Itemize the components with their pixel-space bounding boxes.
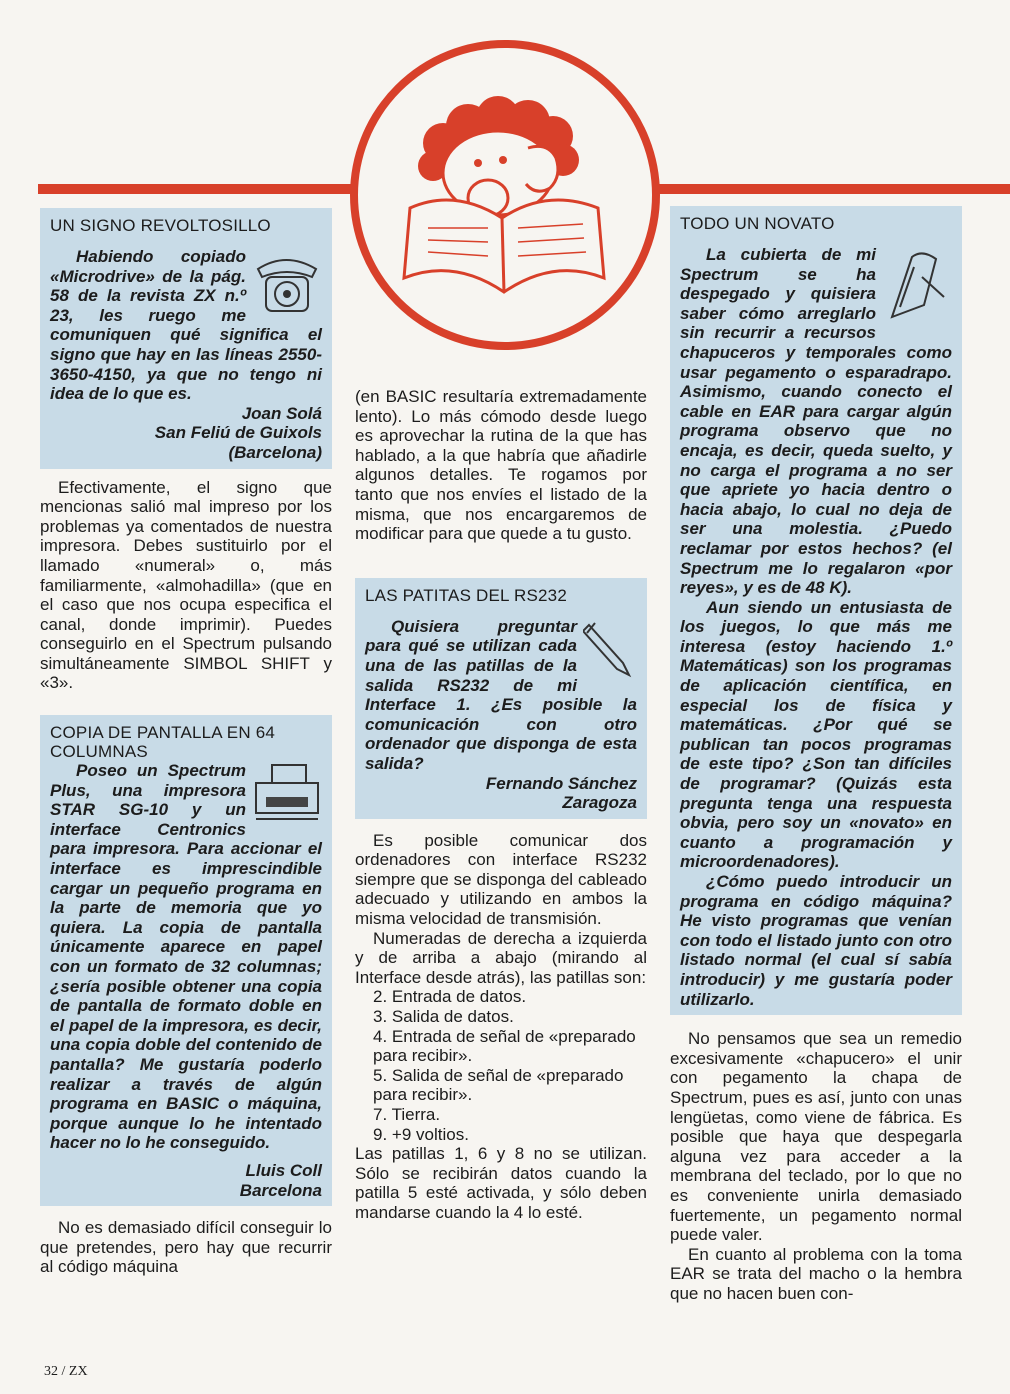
answer-text: En cuanto al problema con la toma EAR se trata del macho o la hembra que no hacen buen con- <box>670 1244 962 1303</box>
section-title: COPIA DE PANTALLA EN 64 COLUMNAS <box>50 723 276 762</box>
column-right <box>670 206 962 1303</box>
letter-question: Quisiera preguntar para qué se utilizan cada una de las patillas de la salida RS232 de mi Interface 1. ¿Es posible la comunicación con otro ordenador que disponga de esta salida? <box>365 616 637 773</box>
letter-question: Aun siendo un entusiasta de los juegos, lo que más me interesa (estoy haciendo 1.º Matemáticas) son los programas de aplicación científica, en especial los de física y matemáticas. ¿Por qué se publican tan pocos programas de este tipo? ¿Son tan difíciles de programar? (Quizás esta pregunta tenga una respuesta obvia, pero soy un «novato» en cuanto a programación y microordenadores). <box>680 597 952 872</box>
letter-author: Fernando Sánchez <box>485 773 637 793</box>
broken-cover-icon <box>882 247 952 323</box>
list-item: 7. Tierra. <box>373 1105 441 1124</box>
section-title: LAS PATITAS DEL RS232 <box>365 585 567 605</box>
answer-text: Las patillas 1, 6 y 8 no se utilizan. Sólo se recibirán datos cuando la patilla 5 esté activada, y sólo deben mandarse cuando la 4 lo esté. <box>355 1144 647 1222</box>
header-illustration <box>350 40 660 350</box>
section-title: UN SIGNO REVOLTOSILLO <box>50 216 271 235</box>
list-item: 3. Salida de datos. <box>373 1007 514 1027</box>
letter-place: Zaragoza <box>562 793 637 813</box>
letter-box-rs232 <box>355 578 647 819</box>
section-title: TODO UN NOVATO <box>680 214 835 233</box>
letter-place: Barcelona <box>239 1180 322 1200</box>
answer-text: No pensamos que sea un remedio excesivamente «chapucero» el unir con pegamento la chapa de Spectrum, pues es así, junto con unas lengüetas, como viene de fábrica. Es posible que haya que despegarla alguna vez para acceder a la membrana del teclado, por lo que no es conveniente unirla demasiado fuertemente, un pegamento normal puede valer. <box>670 1029 962 1245</box>
letter-box-copia <box>40 715 332 1206</box>
letter-box-signo <box>40 208 332 469</box>
answer-text: Es posible comunicar dos ordenadores con interface RS232 siempre que se disponga del cableado adecuado y utilizando en ambos la misma velocidad de transmisión. <box>355 830 647 929</box>
page-footer: 32 / ZX <box>44 1364 88 1379</box>
answer-text: Numeradas de derecha a izquierda y de arriba a abajo (mirando al Interface desde atrás), las patillas son: <box>355 928 647 987</box>
letter-question: Poseo un Spectrum Plus, una impresora STAR SG-10 y un interface Centronics para impresora. Para accionar el interface es imprescindible cargar un pequeño programa en la parte de memoria que yo quiera. La copia de pantalla únicamente aparece en papel con un formato de 32 columnas; ¿sería posible obtener una copia de pantalla de formato doble en el papel de la impresora, es decir, una copia doble del contenido de pantalla? Me gustaría poderlo realizar a través de algún programa en BASIC o máquina, porque aunque lo he intentado hacer no lo he conseguido. <box>50 761 322 1153</box>
letter-place: San Feliú de Guixols <box>154 423 322 443</box>
answer-text: No es demasiado difícil conseguir lo que pretendes, pero hay que recurrir al código máquina <box>40 1218 332 1277</box>
telephone-icon <box>252 249 322 319</box>
list-item: 2. Entrada de datos. <box>373 987 527 1007</box>
printer-icon <box>252 763 322 825</box>
reading-person-icon <box>358 48 652 342</box>
pen-icon <box>583 619 637 679</box>
column-middle <box>355 387 647 1223</box>
letter-region: (Barcelona) <box>228 442 322 462</box>
letter-author: Joan Solá <box>241 403 322 423</box>
letter-question: Habiendo copiado «Microdrive» de la pág. 58 de la revista ZX n.º 23, les ruego me comuniquen qué significa el signo que hay en las líneas 2550-3650-4150, ya que no tengo ni idea de lo que es. <box>50 247 322 404</box>
letter-question: ¿Cómo puedo introducir un programa en código máquina? He visto programas que venían con todo el listado junto con otro listado normal (el cual sí sabía introducir) y me gustaría poder utilizarlo. <box>680 872 952 1009</box>
list-item: 5. Salida de señal de «preparado para recibir». <box>373 1065 624 1105</box>
letter-author: Lluis Coll <box>245 1160 322 1180</box>
answer-text: Efectivamente, el signo que mencionas salió mal impreso por los problemas ya comentados de nuestra impresora. Debes sustituirlo por el llamado «numeral» o, más familiarmente, «almohadilla» (que en el caso que nos ocupa especifica el canal, donde imprimir). Puedes conseguirlo en el Spectrum pulsando simultáneamente SIMBOL SHIFT y «3». <box>40 477 332 693</box>
list-item: 4. Entrada de señal de «preparado para recibir». <box>373 1026 636 1066</box>
list-item: 9. +9 voltios. <box>373 1124 469 1144</box>
letter-question: La cubierta de mi Spectrum se ha despegado y quisiera saber cómo arreglarlo sin recurrir a recursos chapuceros y temporales como usar pegamento o esparadrapo. Asimismo, cuando conecto el cable en EAR para cargar algún programa observo que no encaja, es decir, queda suelto, y no carga el programa a no ser que apriete yo hacia dentro o hacia abajo, lo cual no deja de ser una molestia. ¿Puedo reclamar por estos hechos? (el Spectrum me lo regalaron «por reyes», y es de 48 K). <box>680 245 952 598</box>
column-left <box>40 208 332 1277</box>
answer-continuation: (en BASIC resultaría extremadamente lento). Lo más cómodo desde luego es aprovechar la rutina de la que has hablado, a la que habría que añadirle algunos detalles. Te rogamos por tanto que nos envíes el listado de la misma, que nos encargaremos de modificar para que quede a tu gusto. <box>355 387 647 544</box>
letter-box-novato <box>670 206 962 1015</box>
